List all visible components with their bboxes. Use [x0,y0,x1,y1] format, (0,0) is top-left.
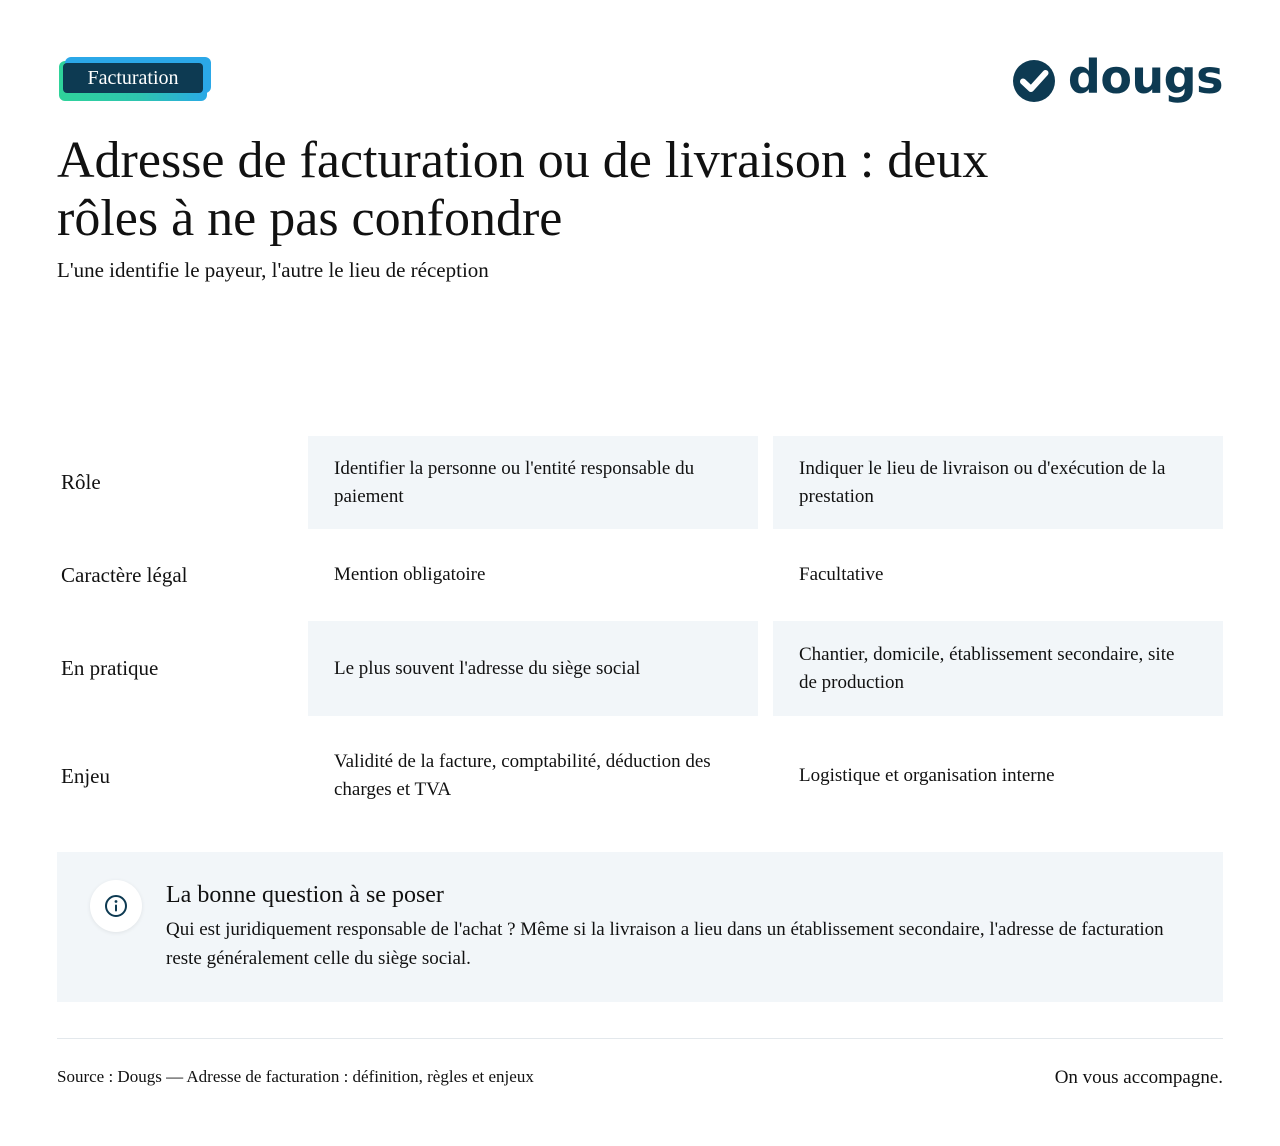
badge-label: Facturation [63,63,203,93]
category-badge [57,57,211,101]
info-glyph-icon [104,894,128,918]
billing-cell: Le plus souvent l'adresse du siège social [308,621,758,716]
table-row [57,436,1223,529]
dougs-logo [1012,50,1223,104]
callout-text: Qui est juridiquement responsable de l'achat ? Même si la livraison a lieu dans un établissement secondaire, l'adresse de facturation reste généralement celle du siège social. [166,919,1164,969]
callout-title: La bonne question à se poser [166,882,444,908]
page-subtitle: L'une identifie le payeur, l'autre le lieu de réception [57,258,489,282]
billing-cell: Mention obligatoire [334,564,486,585]
checkmark-logo-icon [1012,59,1056,103]
billing-cell: Identifier la personne ou l'entité responsable du paiement [308,436,758,529]
info-icon [90,880,142,932]
page-title: Adresse de facturation ou de livraison : deux rôles à ne pas confondre [57,132,989,247]
footer-divider [57,1038,1223,1039]
table-row [57,529,1223,621]
delivery-cell: Chantier, domicile, établissement secondaire, site de production [773,621,1223,716]
footer-tagline: On vous accompagne. [1054,1067,1223,1088]
comparison-table [57,436,1223,836]
delivery-cell: Logistique et organisation interne [799,765,1055,786]
row-label: Caractère légal [61,562,188,587]
row-label: Rôle [61,470,101,494]
logo-text: dougs [1067,50,1223,104]
row-label: Enjeu [61,763,110,788]
info-callout [57,852,1223,1002]
row-label: En pratique [61,656,159,680]
table-row [57,621,1223,716]
table-row [57,716,1223,836]
delivery-cell: Facultative [799,564,884,585]
source-citation: Source : Dougs — Adresse de facturation : définition, règles et enjeux [57,1067,534,1086]
delivery-cell: Indiquer le lieu de livraison ou d'exécution de la prestation [773,436,1223,529]
page [57,0,1223,1146]
billing-cell: Validité de la facture, comptabilité, déduction des charges et TVA [334,751,711,800]
